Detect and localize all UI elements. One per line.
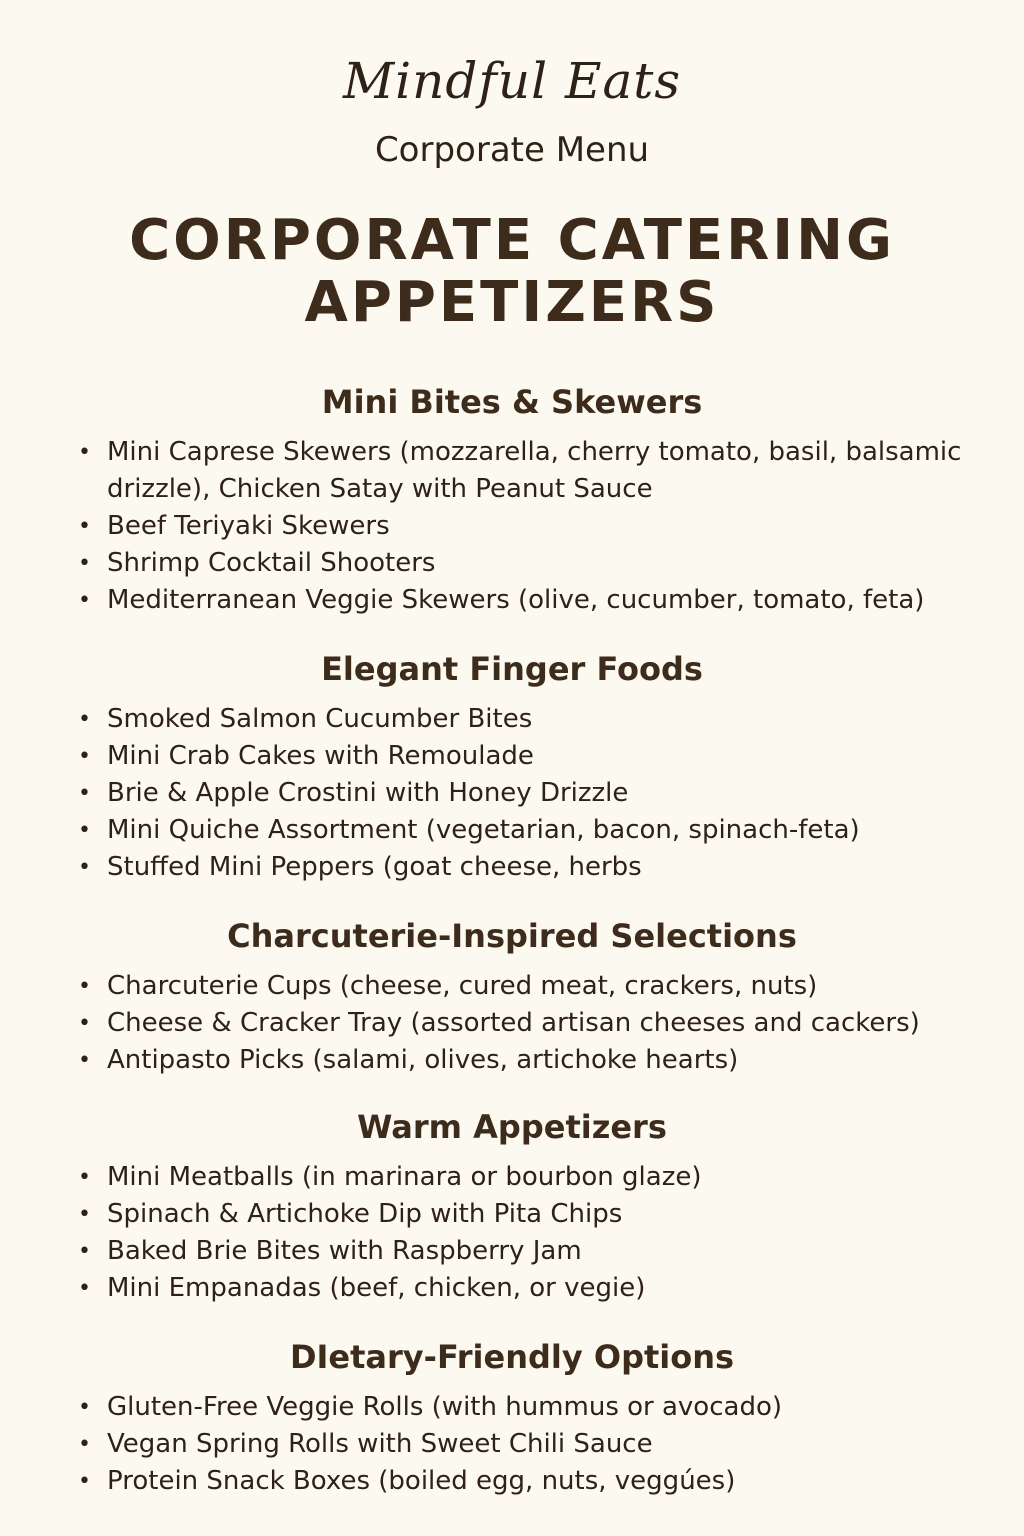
- bullet-icon: •: [78, 588, 91, 613]
- section-heading: Elegant Finger Foods: [321, 650, 703, 688]
- item-text: Stuffed Mini Peppers (goat cheese, herbs: [107, 852, 642, 882]
- bullet-icon: •: [78, 1395, 91, 1420]
- section-heading: DIetary-Friendly Options: [289, 1338, 735, 1376]
- brand-logo-text: Mindful Eats: [342, 52, 682, 110]
- item-text: Mini Empanadas (beef, chicken, or vegie): [107, 1273, 646, 1303]
- item-text: Protein Snack Boxes (boiled egg, nuts, veggúes): [107, 1466, 736, 1496]
- menu-subtitle: Corporate Menu: [374, 130, 650, 170]
- bullet-icon: •: [78, 1011, 91, 1036]
- bullet-icon: •: [78, 1048, 91, 1073]
- item-text: Shrimp Cocktail Shooters: [107, 548, 436, 578]
- section-charcuterie: [0, 916, 1024, 1079]
- list-item: [0, 1389, 1024, 1426]
- item-text: Vegan Spring Rolls with Sweet Chili Sauce: [107, 1429, 653, 1459]
- item-list: [0, 434, 1024, 619]
- list-item: [0, 1233, 1024, 1270]
- section-elegant-finger-foods: [0, 649, 1024, 886]
- page-title-line-1: CORPORATE CATERING: [129, 208, 895, 273]
- list-item: [0, 1042, 1024, 1079]
- item-text: Mini Meatballs (in marinara or bourbon glaze): [107, 1162, 702, 1192]
- list-item: [0, 1426, 1024, 1463]
- item-list: [0, 701, 1024, 886]
- list-item: [0, 1005, 1024, 1042]
- bullet-icon: •: [78, 855, 91, 880]
- bullet-icon: •: [78, 1239, 91, 1264]
- section-dietary-friendly: [0, 1337, 1024, 1500]
- bullet-icon: •: [78, 551, 91, 576]
- bullet-icon: •: [78, 1202, 91, 1227]
- bullet-icon: •: [78, 707, 91, 732]
- bullet-icon: •: [78, 781, 91, 806]
- item-text: Spinach & Artichoke Dip with Pita Chips: [107, 1199, 623, 1229]
- bullet-icon: •: [78, 1276, 91, 1301]
- list-item: [0, 812, 1024, 849]
- item-list: [0, 1389, 1024, 1500]
- list-item: [0, 1159, 1024, 1196]
- section-heading: Mini Bites & Skewers: [321, 383, 703, 421]
- list-item: [0, 775, 1024, 812]
- item-text: Gluten-Free Veggie Rolls (with hummus or avocado): [107, 1392, 782, 1422]
- section-heading: Warm Appetizers: [357, 1108, 667, 1146]
- list-item: [0, 508, 1024, 545]
- item-text: Antipasto Picks (salami, olives, artichoke hearts): [107, 1045, 739, 1075]
- section-warm-appetizers: [0, 1107, 1024, 1307]
- item-text: Smoked Salmon Cucumber Bites: [107, 704, 533, 734]
- item-text: Baked Brie Bites with Raspberry Jam: [107, 1236, 582, 1266]
- bullet-icon: •: [78, 514, 91, 539]
- bullet-icon: •: [78, 974, 91, 999]
- item-text: Mediterranean Veggie Skewers (olive, cucumber, tomato, feta): [107, 585, 925, 615]
- list-item: [0, 849, 1024, 886]
- item-text: Cheese & Cracker Tray (assorted artisan cheeses and cackers): [107, 1008, 920, 1038]
- item-text: Beef Teriyaki Skewers: [107, 511, 390, 541]
- bullet-icon: •: [78, 1165, 91, 1190]
- bullet-icon: •: [78, 440, 91, 465]
- page-title-line-2: APPETIZERS: [304, 270, 720, 335]
- bullet-icon: •: [78, 744, 91, 769]
- bullet-icon: •: [78, 1469, 91, 1494]
- list-item: [0, 738, 1024, 775]
- item-list: [0, 968, 1024, 1079]
- bullet-icon: •: [78, 818, 91, 843]
- item-text: Brie & Apple Crostini with Honey Drizzle: [107, 778, 629, 808]
- list-item: [0, 1270, 1024, 1307]
- list-item: [0, 968, 1024, 1005]
- item-text: Mini Crab Cakes with Remoulade: [107, 741, 534, 771]
- section-heading: Charcuterie-Inspired Selections: [227, 917, 797, 955]
- list-item: [0, 545, 1024, 582]
- list-item: [0, 1196, 1024, 1233]
- bullet-icon: •: [78, 1432, 91, 1457]
- list-item: [0, 434, 1024, 508]
- item-text: Mini Caprese Skewers (mozzarella, cherry tomato, basil, balsamic drizzle), Chicken Satay with Peanut Sauce: [107, 437, 962, 504]
- item-text: Charcuterie Cups (cheese, cured meat, crackers, nuts): [107, 971, 818, 1001]
- item-text: Mini Quiche Assortment (vegetarian, bacon, spinach-feta): [107, 815, 860, 845]
- list-item: [0, 582, 1024, 619]
- list-item: [0, 1463, 1024, 1500]
- section-mini-bites: [0, 382, 1024, 619]
- item-list: [0, 1159, 1024, 1307]
- page-title: [0, 210, 1024, 334]
- list-item: [0, 701, 1024, 738]
